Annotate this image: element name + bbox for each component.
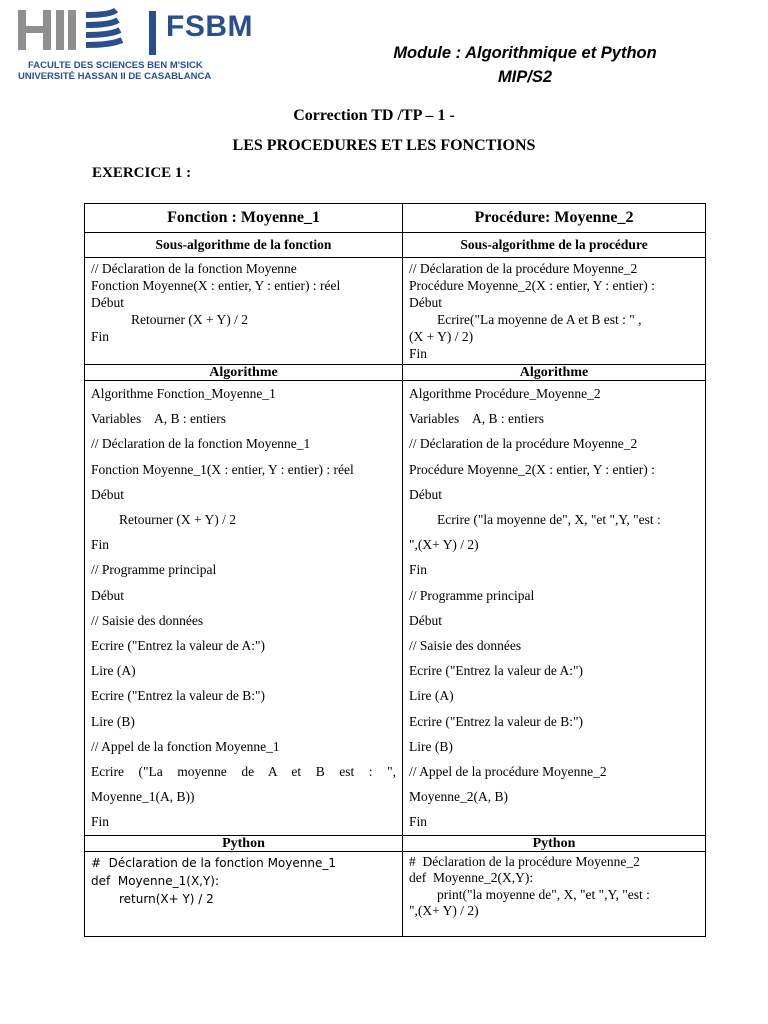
code-line: // Déclaration de la procédure Moyenne_2 (409, 436, 638, 452)
code-line: // Appel de la fonction Moyenne_1 (91, 738, 280, 754)
code-line: print("la moyenne de", X, "et ",Y, "est : (437, 886, 650, 902)
module-title: Module : Algorithmique et Python (393, 44, 657, 62)
code-line: Ecrire ("la moyenne de", X, "et ",Y, "est : (437, 512, 661, 528)
exercise-heading: EXERCICE 1 : (92, 165, 192, 181)
code-line: Lire (B) (91, 713, 135, 729)
code-line: Moyenne_1(A, B)) (91, 789, 195, 805)
document-title: Correction TD /TP – 1 - (293, 107, 455, 124)
code-line: Algorithme Fonction_Moyenne_1 (91, 386, 276, 401)
logo-divider (149, 11, 156, 55)
code-line: Début (91, 587, 124, 603)
code-line: def Moyenne_1(X,Y): (91, 873, 220, 888)
python-label-row (85, 835, 706, 851)
sub-algorithm-function-cell (85, 258, 403, 365)
code-line: // Déclaration de la fonction Moyenne (91, 261, 297, 276)
code-line: Moyenne_2(A, B) (409, 789, 508, 805)
code-line: Début (409, 295, 442, 310)
code-line: // Appel de la procédure Moyenne_2 (409, 764, 607, 780)
code-line: Procédure Moyenne_2(X : entier, Y : entier) : (409, 461, 655, 477)
code-line: Algorithme Procédure_Moyenne_2 (409, 386, 601, 401)
algorithm-label-row (85, 365, 706, 381)
code-line: Lire (A) (409, 688, 454, 704)
sub-header-function: Sous-algorithme de la fonction (85, 233, 403, 258)
algorithm-label-left: Algorithme (85, 365, 403, 381)
algorithm-label-right: Algorithme (403, 365, 706, 381)
code-line: Fin (409, 814, 428, 830)
code-line: def Moyenne_2(X,Y): (409, 870, 534, 886)
code-line: Lire (B) (409, 738, 453, 754)
algorithm-procedure-cell (403, 381, 706, 836)
code-line: Fin (409, 346, 428, 361)
code-line: // Saisie des données (91, 612, 204, 628)
col-header-procedure: Procédure: Moyenne_2 (403, 204, 706, 233)
code-line: # Déclaration de la procédure Moyenne_2 (409, 853, 640, 869)
code-line: Ecrire("La moyenne de A et B est : " , (437, 312, 642, 327)
python-row (85, 851, 706, 936)
code-line: Variables A, B : entiers (409, 411, 544, 427)
code-line: // Saisie des données (409, 638, 522, 654)
code-line: Retourner (X + Y) / 2 (119, 512, 236, 528)
code-line: Début (409, 612, 442, 628)
algorithm-row (85, 381, 706, 836)
code-line: Retourner (X + Y) / 2 (131, 312, 248, 327)
code-line: Lire (A) (91, 663, 136, 679)
code-line: Fonction Moyenne(X : entier, Y : entier) : réel (91, 278, 341, 293)
col-header-function: Fonction : Moyenne_1 (85, 204, 403, 233)
fsbm-logo (16, 7, 266, 82)
python-label-left: Python (85, 835, 403, 851)
code-line: Ecrire ("Entrez la valeur de B:") (91, 688, 266, 704)
code-line: Fonction Moyenne_1(X : entier, Y : entier) : réel (91, 461, 354, 477)
code-line: // Déclaration de la fonction Moyenne_1 (91, 436, 311, 452)
code-line: Fin (409, 562, 428, 578)
algorithm-function-cell (85, 381, 403, 836)
code-line: // Programme principal (409, 587, 535, 603)
logo-university-name: UNIVERSITÉ HASSAN II DE CASABLANCA (18, 71, 212, 82)
code-line: ",(X+ Y) / 2) (409, 903, 479, 919)
code-line: Début (91, 486, 124, 502)
module-code: MIP/S2 (497, 68, 553, 86)
code-line: Ecrire ("Entrez la valeur de A:") (409, 663, 584, 679)
document-subtitle: LES PROCEDURES ET LES FONCTIONS (232, 137, 536, 154)
code-line: Fin (91, 329, 110, 344)
python-function-cell (85, 851, 403, 936)
code-line: Ecrire ("Entrez la valeur de A:") (91, 638, 266, 654)
comparison-table (84, 203, 706, 937)
sub-algorithm-procedure-cell (403, 258, 706, 365)
code-line: (X + Y) / 2) (409, 329, 474, 344)
code-line: Début (409, 486, 442, 502)
code-line: Fin (91, 814, 110, 830)
code-line: Fin (91, 537, 110, 553)
logo-wordmark: FSBM (166, 10, 253, 43)
code-line: Ecrire ("La moyenne de A et B est : ", (91, 764, 396, 780)
logo-faculty-name: FACULTE DES SCIENCES BEN M'SICK (28, 60, 203, 71)
code-line: Début (91, 295, 124, 310)
sub-header-procedure: Sous-algorithme de la procédure (403, 233, 706, 258)
code-line: Ecrire ("Entrez la valeur de B:") (409, 713, 584, 729)
sub-header-row (85, 233, 706, 258)
university-emblem-icon (16, 7, 146, 57)
code-line: Procédure Moyenne_2(X : entier, Y : entier) : (409, 278, 655, 293)
sub-algorithm-row (85, 258, 706, 365)
code-line: return(X+ Y) / 2 (119, 891, 214, 906)
code-line: // Programme principal (91, 562, 217, 578)
python-procedure-cell (403, 851, 706, 936)
python-label-right: Python (403, 835, 706, 851)
code-line: # Déclaration de la fonction Moyenne_1 (91, 855, 336, 870)
code-line: ",(X+ Y) / 2) (409, 537, 479, 553)
code-line: // Déclaration de la procédure Moyenne_2 (409, 261, 638, 276)
table-header-row (85, 204, 706, 233)
code-line: Variables A, B : entiers (91, 411, 226, 427)
